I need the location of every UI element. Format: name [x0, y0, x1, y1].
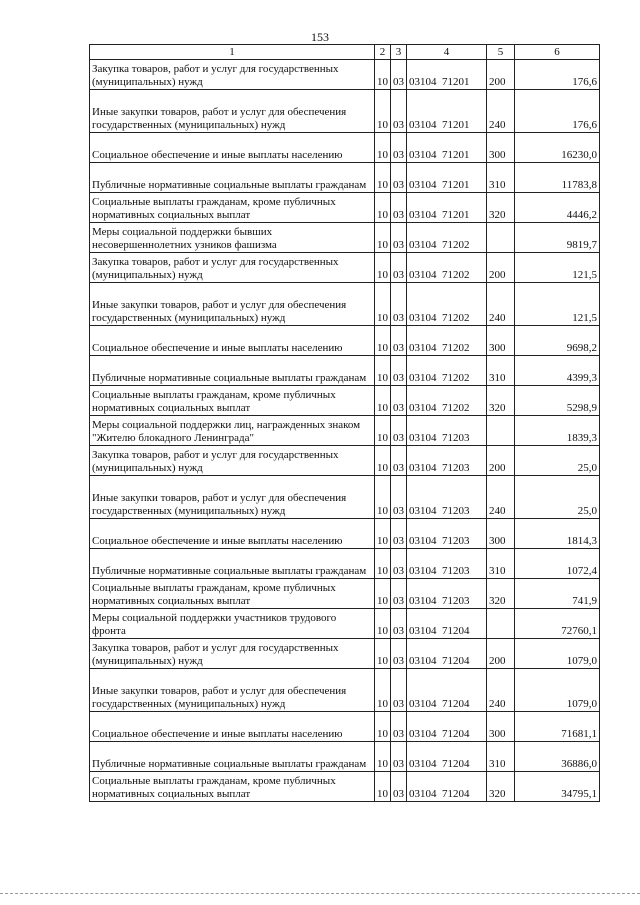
row-subsection: 03 [391, 90, 407, 133]
row-expense-type: 200 [487, 253, 515, 283]
row-name: Социальное обеспечение и иные выплаты населению [90, 712, 375, 742]
table-row [90, 60, 600, 90]
table-row [90, 669, 600, 712]
row-subsection: 03 [391, 60, 407, 90]
row-name: Иные закупки товаров, работ и услуг для обеспечения государственных (муниципальных) нужд [90, 476, 375, 519]
row-expense-type: 240 [487, 669, 515, 712]
table-row [90, 772, 600, 802]
row-expense-type: 300 [487, 519, 515, 549]
row-expense-type [487, 609, 515, 639]
row-subsection: 03 [391, 549, 407, 579]
row-expense-type: 300 [487, 326, 515, 356]
table-row [90, 639, 600, 669]
row-name: Меры социальной поддержки участников трудового фронта [90, 609, 375, 639]
table-row [90, 163, 600, 193]
row-amount: 71681,1 [515, 712, 600, 742]
row-section: 10 [375, 579, 391, 609]
row-section: 10 [375, 712, 391, 742]
row-target-code: 03104 71202 [407, 253, 487, 283]
row-subsection: 03 [391, 283, 407, 326]
column-header: 5 [487, 45, 515, 60]
column-header: 4 [407, 45, 487, 60]
row-section: 10 [375, 772, 391, 802]
row-expense-type: 320 [487, 579, 515, 609]
row-section: 10 [375, 253, 391, 283]
row-name: Публичные нормативные социальные выплаты гражданам [90, 549, 375, 579]
row-target-code: 03104 71204 [407, 742, 487, 772]
row-expense-type: 200 [487, 446, 515, 476]
row-amount: 9819,7 [515, 223, 600, 253]
row-amount: 5298,9 [515, 386, 600, 416]
table-row [90, 193, 600, 223]
row-name: Закупка товаров, работ и услуг для государственных (муниципальных) нужд [90, 446, 375, 476]
row-expense-type: 300 [487, 133, 515, 163]
row-subsection: 03 [391, 519, 407, 549]
row-target-code: 03104 71203 [407, 416, 487, 446]
row-expense-type: 240 [487, 476, 515, 519]
scan-edge-divider [0, 893, 640, 894]
row-section: 10 [375, 283, 391, 326]
row-target-code: 03104 71203 [407, 519, 487, 549]
row-subsection: 03 [391, 193, 407, 223]
row-subsection: 03 [391, 712, 407, 742]
row-section: 10 [375, 326, 391, 356]
row-amount: 4446,2 [515, 193, 600, 223]
row-amount: 9698,2 [515, 326, 600, 356]
row-subsection: 03 [391, 476, 407, 519]
row-section: 10 [375, 476, 391, 519]
row-amount: 25,0 [515, 446, 600, 476]
row-name: Социальное обеспечение и иные выплаты населению [90, 133, 375, 163]
row-section: 10 [375, 549, 391, 579]
row-name: Публичные нормативные социальные выплаты гражданам [90, 742, 375, 772]
row-amount: 4399,3 [515, 356, 600, 386]
row-expense-type: 200 [487, 60, 515, 90]
row-target-code: 03104 71204 [407, 609, 487, 639]
table-row [90, 579, 600, 609]
row-target-code: 03104 71201 [407, 133, 487, 163]
budget-table [89, 44, 600, 802]
row-amount: 72760,1 [515, 609, 600, 639]
row-subsection: 03 [391, 253, 407, 283]
row-target-code: 03104 71202 [407, 223, 487, 253]
row-expense-type: 310 [487, 163, 515, 193]
row-target-code: 03104 71203 [407, 446, 487, 476]
row-expense-type: 320 [487, 193, 515, 223]
row-target-code: 03104 71204 [407, 669, 487, 712]
row-section: 10 [375, 90, 391, 133]
row-name: Меры социальной поддержки бывших несовершеннолетних узников фашизма [90, 223, 375, 253]
row-name: Социальные выплаты гражданам, кроме публичных нормативных социальных выплат [90, 772, 375, 802]
row-section: 10 [375, 60, 391, 90]
row-amount: 121,5 [515, 283, 600, 326]
row-section: 10 [375, 223, 391, 253]
row-section: 10 [375, 386, 391, 416]
row-amount: 121,5 [515, 253, 600, 283]
row-section: 10 [375, 609, 391, 639]
row-section: 10 [375, 639, 391, 669]
table-row [90, 519, 600, 549]
table-row [90, 549, 600, 579]
row-subsection: 03 [391, 669, 407, 712]
column-header: 1 [90, 45, 375, 60]
row-subsection: 03 [391, 772, 407, 802]
row-section: 10 [375, 356, 391, 386]
table-row [90, 476, 600, 519]
row-name: Социальное обеспечение и иные выплаты населению [90, 326, 375, 356]
table-row [90, 712, 600, 742]
table-row [90, 133, 600, 163]
row-name: Закупка товаров, работ и услуг для государственных (муниципальных) нужд [90, 253, 375, 283]
column-header: 6 [515, 45, 600, 60]
row-amount: 1079,0 [515, 669, 600, 712]
table-row [90, 742, 600, 772]
row-amount: 16230,0 [515, 133, 600, 163]
row-amount: 25,0 [515, 476, 600, 519]
table-row [90, 223, 600, 253]
row-expense-type: 240 [487, 283, 515, 326]
row-name: Социальные выплаты гражданам, кроме публичных нормативных социальных выплат [90, 193, 375, 223]
row-subsection: 03 [391, 579, 407, 609]
row-target-code: 03104 71203 [407, 476, 487, 519]
row-name: Иные закупки товаров, работ и услуг для обеспечения государственных (муниципальных) нужд [90, 669, 375, 712]
row-target-code: 03104 71201 [407, 163, 487, 193]
row-section: 10 [375, 519, 391, 549]
table-row [90, 446, 600, 476]
table-row [90, 253, 600, 283]
row-target-code: 03104 71201 [407, 90, 487, 133]
row-amount: 1814,3 [515, 519, 600, 549]
row-subsection: 03 [391, 742, 407, 772]
row-amount: 741,9 [515, 579, 600, 609]
table-row [90, 609, 600, 639]
row-expense-type: 300 [487, 712, 515, 742]
table-row [90, 416, 600, 446]
row-name: Социальные выплаты гражданам, кроме публичных нормативных социальных выплат [90, 579, 375, 609]
row-target-code: 03104 71203 [407, 579, 487, 609]
row-subsection: 03 [391, 326, 407, 356]
row-subsection: 03 [391, 639, 407, 669]
row-expense-type: 310 [487, 742, 515, 772]
row-target-code: 03104 71203 [407, 549, 487, 579]
row-name: Иные закупки товаров, работ и услуг для обеспечения государственных (муниципальных) нужд [90, 283, 375, 326]
row-amount: 1839,3 [515, 416, 600, 446]
row-target-code: 03104 71201 [407, 60, 487, 90]
row-expense-type [487, 416, 515, 446]
row-expense-type: 240 [487, 90, 515, 133]
table-row [90, 90, 600, 133]
row-name: Социальные выплаты гражданам, кроме публичных нормативных социальных выплат [90, 386, 375, 416]
row-subsection: 03 [391, 223, 407, 253]
row-name: Меры социальной поддержки лиц, награжденных знаком "Жителю блокадного Ленинграда" [90, 416, 375, 446]
row-name: Закупка товаров, работ и услуг для государственных (муниципальных) нужд [90, 60, 375, 90]
table-body [90, 60, 600, 802]
table-row [90, 386, 600, 416]
row-section: 10 [375, 163, 391, 193]
row-section: 10 [375, 742, 391, 772]
row-section: 10 [375, 133, 391, 163]
row-subsection: 03 [391, 386, 407, 416]
row-expense-type: 200 [487, 639, 515, 669]
row-amount: 176,6 [515, 90, 600, 133]
row-target-code: 03104 71202 [407, 356, 487, 386]
table-row [90, 356, 600, 386]
row-target-code: 03104 71204 [407, 639, 487, 669]
row-target-code: 03104 71204 [407, 712, 487, 742]
table-row [90, 283, 600, 326]
row-expense-type [487, 223, 515, 253]
row-target-code: 03104 71201 [407, 193, 487, 223]
table-row [90, 326, 600, 356]
row-section: 10 [375, 416, 391, 446]
row-section: 10 [375, 446, 391, 476]
row-target-code: 03104 71202 [407, 326, 487, 356]
row-name: Публичные нормативные социальные выплаты гражданам [90, 356, 375, 386]
row-subsection: 03 [391, 356, 407, 386]
row-section: 10 [375, 669, 391, 712]
row-expense-type: 310 [487, 356, 515, 386]
page-number: 153 [311, 30, 329, 44]
row-expense-type: 310 [487, 549, 515, 579]
row-target-code: 03104 71202 [407, 386, 487, 416]
column-header: 3 [391, 45, 407, 60]
row-name: Закупка товаров, работ и услуг для государственных (муниципальных) нужд [90, 639, 375, 669]
row-section: 10 [375, 193, 391, 223]
row-amount: 176,6 [515, 60, 600, 90]
row-name: Иные закупки товаров, работ и услуг для обеспечения государственных (муниципальных) нужд [90, 90, 375, 133]
row-name: Социальное обеспечение и иные выплаты населению [90, 519, 375, 549]
row-subsection: 03 [391, 416, 407, 446]
row-amount: 1072,4 [515, 549, 600, 579]
row-target-code: 03104 71202 [407, 283, 487, 326]
row-amount: 34795,1 [515, 772, 600, 802]
row-subsection: 03 [391, 609, 407, 639]
row-expense-type: 320 [487, 772, 515, 802]
row-name: Публичные нормативные социальные выплаты гражданам [90, 163, 375, 193]
row-subsection: 03 [391, 163, 407, 193]
row-amount: 36886,0 [515, 742, 600, 772]
row-amount: 1079,0 [515, 639, 600, 669]
table-header-row [90, 45, 600, 60]
row-expense-type: 320 [487, 386, 515, 416]
column-header: 2 [375, 45, 391, 60]
row-subsection: 03 [391, 133, 407, 163]
row-amount: 11783,8 [515, 163, 600, 193]
row-target-code: 03104 71204 [407, 772, 487, 802]
row-subsection: 03 [391, 446, 407, 476]
